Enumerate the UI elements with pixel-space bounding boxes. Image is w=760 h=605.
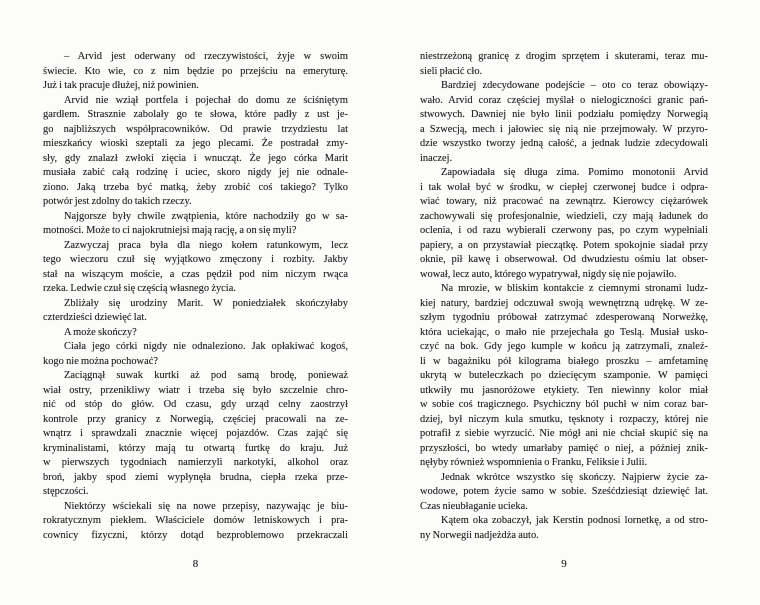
text-line: musiała zabić całą rodzinę i uciec, skoro nigdy jej nie odnale- xyxy=(43,167,348,178)
text-line: wował, lecz auto, którego wypatrywał, nigdy się nie pojawiło. xyxy=(420,268,677,280)
text-line: broń, jakby spod ziemi wypłynęła brudna, ciepła rzeka prze- xyxy=(43,471,348,483)
text-line: potrafił z siebie wyrzucić. Nie mógł ani nie chciał skupić się na xyxy=(420,428,708,439)
text-line: kryminalistami, którzy mają tu otwartą furtkę do kraju. Już xyxy=(43,442,348,454)
text-line: tego wieczoru czuł się wyjątkowo zmęczony i rozbity. Jakby xyxy=(43,254,348,265)
text-line: a Szwecją, mech i jałowiec się nią nie przejmowały. W przyro- xyxy=(420,123,708,135)
text-line: niestrzeżoną granicę z drogim sprzętem i skuterami, teraz mu- xyxy=(420,51,708,62)
text-line: sły, gdy znalazł zwłoki zięcia i wnucząt. Że jego córka Marit xyxy=(43,152,348,164)
text-line: cownicy fizyczni, którzy dotąd bezproblemowo przekraczali xyxy=(43,529,348,541)
text-line: ukrytą w buteleczkach po dziecięcym szamponie. W pamięci xyxy=(420,370,708,381)
text-line: nęłyby również wspomnienia o Franku, Feliksie i Julii. xyxy=(420,457,648,468)
text-line: świecie. Kto wie, co z nim będzie po przejściu na emeryturę. xyxy=(43,65,348,77)
text-line: dziej, był niczym kula smutku, tęsknoty i rozpaczy, której nie xyxy=(420,413,708,425)
text-line: A może skończy? xyxy=(64,326,137,338)
text-line: Kątem oka zobaczył, jak Kerstin podnosi lornetkę, a od stro- xyxy=(441,515,708,526)
text-line: rokratycznym piekłem. Właściciele domów letniskowych i pra- xyxy=(43,515,348,526)
text-line: Zaciągnął suwak kurtki aż pod samą brodę, ponieważ xyxy=(64,370,348,381)
text-line: nić od stóp do głów. Od czasu, gdy urząd celny zaostrzył xyxy=(43,399,348,410)
text-line: rzeka. Ledwie czuł się częścią własnego życia. xyxy=(43,283,236,294)
text-line: potwór jest zdolny do takich rzeczy. xyxy=(43,196,192,207)
text-line: mieszkańcy wioski szeptali za jego plecami. Że postradał zmy- xyxy=(43,138,348,149)
text-line: czyć na bok. Gdy jego kumple w końcu ją zatrzymali, znaleź- xyxy=(420,341,708,352)
text-line: Już i tak pracuje dłużej, niż powinien. xyxy=(43,80,199,91)
text-line: zachowywali się profesjonalnie, wiedzieli, czy mają ładunek do xyxy=(420,210,708,222)
text-line: inaczej. xyxy=(420,152,453,164)
text-line: kogo nie można pochować? xyxy=(43,355,158,367)
text-line: Bardziej zdecydowane podejście – oto co teraz obowiązy- xyxy=(441,80,708,91)
page-text xyxy=(43,50,348,543)
text-line: Najgorsze były chwile zwątpienia, które nachodziły go w sa- xyxy=(64,210,348,222)
text-line: która uciekając, o mało nie przejechała go Teslą. Musiał usko- xyxy=(420,326,708,338)
text-line: kiej natury, bardziej odczuwał swoją wewnętrzną udrękę. W ze- xyxy=(420,297,708,309)
text-line: w pierwszych tygodniach namierzyli narkotyki, alkohol oraz xyxy=(43,457,348,468)
page-right xyxy=(420,0,708,605)
text-line: sieli płacić cło. xyxy=(420,65,483,77)
text-line: wiać towary, niż pracować na zewnątrz. Kierowcy ciężarówek xyxy=(420,196,708,207)
text-line: stał na wiszącym moście, a czas pędził pod nim niczym rwąca xyxy=(43,268,348,280)
text-line: Arvid nie wziął portfela i pojechał do domu ze ściśniętym xyxy=(64,94,348,106)
page-number: 9 xyxy=(561,558,567,570)
text-line: li w bagażniku pół kilograma białego proszku – amfetaminę xyxy=(420,355,708,367)
text-line: Czas nieubłaganie ucieka. xyxy=(420,500,528,512)
text-line: wało. Arvid coraz częściej myślał o nielogiczności granic pań- xyxy=(420,94,708,106)
text-line: oclenia, i od razu wybierali czerwony pas, po czym wypełniali xyxy=(420,225,708,236)
text-line: stwowych. Dawniej nie było linii podziału pomiędzy Norwegią xyxy=(420,109,708,120)
page-text xyxy=(420,50,708,543)
text-line: Na mrozie, w bliskim kontakcie z ciemnymi stronami ludz- xyxy=(441,283,708,294)
text-line: stępczości. xyxy=(43,486,89,497)
text-line: wodowe, potem życie samo w sobie. Sześćdziesiąt dziewięć lat. xyxy=(420,486,708,497)
text-line: Zapowiadała się długa zima. Pomimo monotonii Arvid xyxy=(441,167,708,178)
text-line: w sobie coś tragicznego. Psychiczny ból puchł w nim coraz bar- xyxy=(420,399,708,410)
text-line: utkwiły mu jasnoróżowe etykiety. Ten niewinny kolor miał xyxy=(420,384,708,396)
text-line: Niektórzy wściekali się na nowe przepisy, nazywając je biu- xyxy=(64,500,348,512)
text-line: papiery, a on przystawiał pieczątkę. Potem spokojnie siadał przy xyxy=(420,239,708,251)
text-line: szłym tygodniu próbował zatrzymać zdesperowaną Norweżkę, xyxy=(420,312,708,323)
text-line: czterdzieści dziewięć lat. xyxy=(43,312,147,323)
text-line: motności. Może to ci najokrutniejsi mają rację, a on się myli? xyxy=(43,225,297,236)
text-line: Zazwyczaj praca była dla niego kołem ratunkowym, lecz xyxy=(64,239,348,251)
page-left xyxy=(43,0,348,605)
text-line: gardłem. Strasznie zabolały go te słowa, które padły z ust je- xyxy=(43,109,348,120)
text-line: wnątrz i sprawdzali znacznie więcej pojazdów. Czas zająć się xyxy=(43,428,348,439)
text-line: oknie, pił kawę i obserwował. Od dwudziestu ośmiu lat obser- xyxy=(420,254,708,265)
page-number: 8 xyxy=(192,558,199,570)
text-line: ziono. Jaką trzeba być matką, żeby zrobić coś takiego? Tylko xyxy=(43,181,348,193)
text-line: i tak wolał być w środku, w ciepłej czerwonej budce i odpra- xyxy=(420,181,708,193)
text-line: ny Norwegii nadjeżdża auto. xyxy=(420,529,539,541)
text-line: Zbliżały się urodziny Marit. W poniedziałek skończyłaby xyxy=(64,297,348,309)
text-line: kontrole przy granicy z Norwegią, częściej pracowali na ze- xyxy=(43,413,348,425)
text-line: wiał ostry, przenikliwy wiatr i trzeba się było szczelnie chro- xyxy=(43,384,348,396)
text-line: dzie wszystko tworzy jedną całość, a jednak ludzie zdecydowali xyxy=(420,138,708,149)
text-line: go najbliższych współpracowników. Od prawie trzydziestu lat xyxy=(43,123,348,135)
text-line: przyszłości, bo wtedy umarłaby pamięć o niej, a później znik- xyxy=(420,442,708,454)
text-line: Ciała jego córki nigdy nie odnaleziono. Jak opłakiwać kogoś, xyxy=(64,341,348,352)
text-line: – Arvid jest oderwany od rzeczywistości, żyje w swoim xyxy=(64,51,348,62)
text-line: Jednak wkrótce wszystko się skończy. Najpierw życie za- xyxy=(441,471,708,483)
